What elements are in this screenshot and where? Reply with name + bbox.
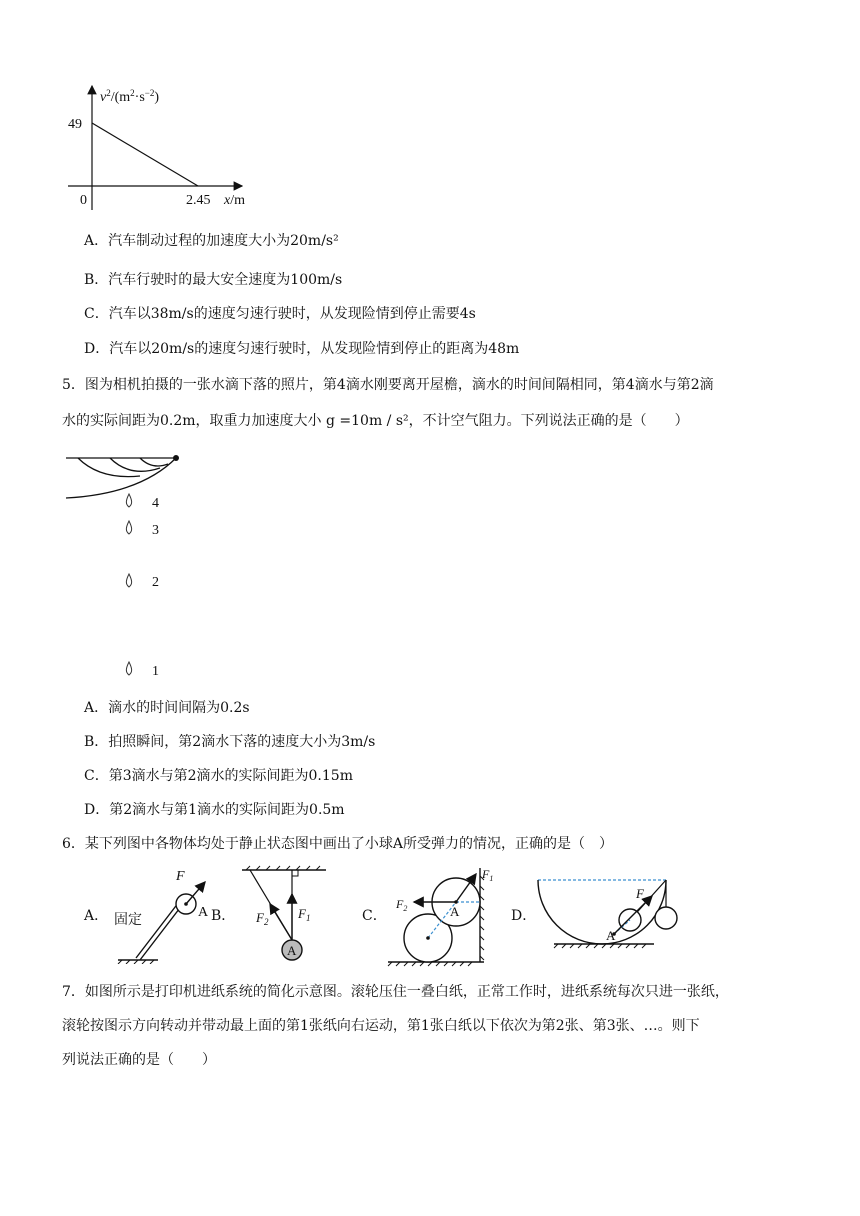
svg-text:F: F (636, 886, 644, 901)
q4-option-c: C．汽车以38m/s的速度匀速行驶时，从发现险情到停止需要4s (84, 306, 476, 322)
q5-option-a: A．滴水的时间间隔为0.2s (84, 700, 250, 716)
q6-figure-a (108, 864, 218, 964)
q6-stem: 6．某下列图中各物体均处于静止状态图中画出了小球A所受弹力的情况，正确的是（ ） (62, 836, 614, 852)
svg-text:3: 3 (152, 523, 159, 538)
svg-text:A: A (450, 904, 460, 919)
q6-option-b-label: B． (211, 908, 236, 924)
q6-figure-c (386, 862, 496, 970)
q7-stem-line2: 滚轮按图示方向转动并带动最上面的第1张纸向右运动，第1张白纸以下依次为第2张、第3张、…。则下 (62, 1018, 700, 1034)
svg-text:2: 2 (152, 575, 159, 590)
q5-option-b: B．拍照瞬间，第2滴水下落的速度大小为3m/s (84, 734, 376, 750)
q6-option-c-label: C． (362, 908, 387, 924)
svg-text:F1: $F_1$ (482, 867, 494, 883)
svg-text:固定: 固定 (114, 913, 142, 928)
svg-text:F1: $F_1$ (298, 906, 311, 923)
q5-option-d: D．第2滴水与第1滴水的实际间距为0.5m (84, 802, 345, 818)
svg-text:4: 4 (152, 496, 159, 511)
q7-stem-line3: 列说法正确的是（ ） (62, 1052, 216, 1068)
q4-option-b: B．汽车行驶时的最大安全速度为100m/s (84, 272, 343, 288)
svg-text:F: F (176, 869, 185, 884)
x-intercept-label: 2.45 (186, 193, 211, 208)
origin-label: 0 (80, 193, 87, 208)
drop-1 (126, 662, 131, 675)
drop-4 (126, 494, 131, 507)
q7-stem-line1: 7．如图所示是打印机进纸系统的简化示意图。滚轮压住一叠白纸，正常工作时，进纸系统每次只进一张纸， (62, 984, 729, 1000)
q6-figure-b (236, 864, 336, 964)
q4-option-d: D．汽车以20m/s的速度匀速行驶时，从发现险情到停止的距离为48m (84, 341, 520, 357)
svg-text:F2: $F_2$ (256, 910, 269, 927)
svg-text:1: 1 (152, 664, 159, 679)
drop-2 (126, 574, 131, 587)
x-axis-label: x/m (224, 193, 245, 208)
v2-x-graph (60, 78, 260, 218)
q5-option-c: C．第3滴水与第2滴水的实际间距为0.15m (84, 768, 353, 784)
q4-option-a: A．汽车制动过程的加速度大小为20m/s² (84, 233, 339, 249)
drop-3 (126, 521, 131, 534)
q6-option-a-label: A． (84, 908, 109, 924)
roof-eave (66, 458, 176, 498)
y-intercept-label: 49 (68, 117, 82, 132)
q6-figure-d (534, 872, 694, 952)
q6-option-d-label: D． (511, 908, 537, 924)
svg-text:F2: $F_2$ (396, 897, 408, 913)
svg-text:A: A (606, 928, 616, 943)
svg-text:A: A (287, 943, 297, 958)
q5-stem-line1: 5．图为相机拍摄的一张水滴下落的照片，第4滴水刚要离开屋檐，滴水的时间间隔相同，第4滴水与第2滴 (62, 377, 714, 393)
graph-line (92, 123, 198, 186)
water-drop-figure (60, 450, 200, 680)
svg-text:v2/(m2·s−2): $v^2/(m^2\cdot s^{-2})$ (100, 88, 160, 105)
q5-stem-line2: 水的实际间距为0.2m，取重力加速度大小 g =10m / s²，不计空气阻力。下列说法正确的是（ ） (62, 413, 689, 429)
svg-text:A: A (198, 905, 209, 920)
